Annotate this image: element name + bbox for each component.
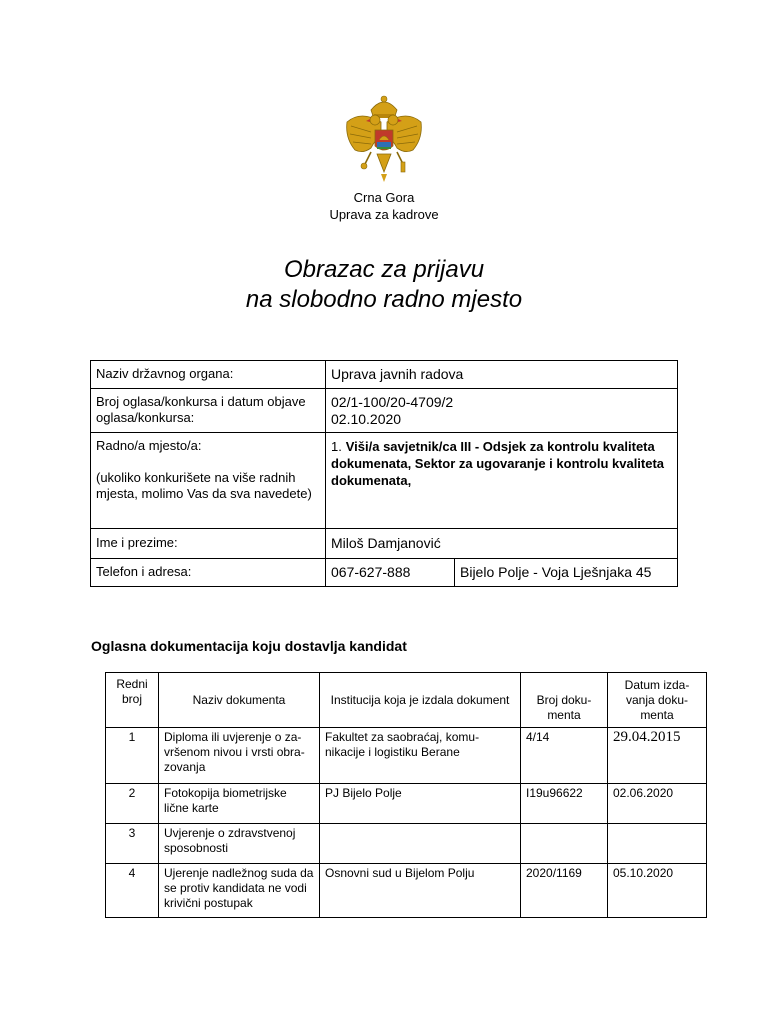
row-doc-name: Ujerenje nadležnog suda da se protiv kandidata ne vodi krivični postupak: [159, 864, 320, 918]
row-number: 1: [106, 728, 159, 784]
position-label: Radno/a mjesto/a:: [96, 438, 202, 453]
row-date: 02.06.2020: [608, 784, 707, 824]
row-date: 29.04.2015: [608, 728, 707, 784]
row-doc-name: Diploma ili uvjerenje o za-vršenom nivou i vrsti obra-zovanja: [159, 728, 320, 784]
position-value-cell: [326, 433, 678, 529]
contact-row: [91, 559, 678, 587]
authority-row: [91, 361, 678, 389]
row-date: [608, 824, 707, 864]
row-institution: [320, 824, 521, 864]
position-row: [91, 433, 678, 529]
col-header-date: Datum izda-vanja doku-menta: [608, 673, 707, 728]
table-row: [106, 784, 707, 824]
name-value: Miloš Damjanović: [326, 529, 678, 559]
col-header-number: Redni broj: [106, 673, 159, 728]
notice-date: 02.10.2020: [331, 411, 402, 427]
address-value: Bijelo Polje - Voja Lješnjaka 45: [455, 559, 678, 587]
row-institution: Osnovni sud u Bijelom Polju: [320, 864, 521, 918]
col-header-name: Naziv dokumenta: [159, 673, 320, 728]
form-title-line1: Obrazac za prijavu: [283, 256, 485, 283]
row-number: 4: [106, 864, 159, 918]
row-doc-number: I19u96622: [521, 784, 608, 824]
notice-row: [91, 389, 678, 433]
documents-header-row: [106, 673, 707, 728]
row-doc-name: Fotokopija biometrijske lične karte: [159, 784, 320, 824]
application-info-table: [90, 360, 678, 587]
coat-of-arms-icon: [341, 92, 427, 184]
authority-value: Uprava javnih radova: [326, 361, 678, 389]
row-doc-number: 4/14: [521, 728, 608, 784]
position-value: Viši/a savjetnik/ca III - Odsjek za kontrolu kvaliteta dokumenata, Sektor za ugovaranje i kontrolu kvaliteta dokumenata,: [331, 439, 665, 488]
row-institution: Fakultet za saobraćaj, komu-nikacije i logistiku Berane: [320, 728, 521, 784]
notice-number: 02/1-100/20-4709/2: [331, 394, 454, 410]
name-label: Ime i prezime:: [91, 529, 326, 559]
documents-table: [105, 672, 707, 918]
table-row: [106, 824, 707, 864]
name-row: [91, 529, 678, 559]
agency-name: Uprava za kadrove: [329, 207, 439, 222]
col-header-institution: Institucija koja je izdala dokument: [320, 673, 521, 728]
col-header-doc-number: Broj doku-menta: [521, 673, 608, 728]
phone-value: 067-627-888: [326, 559, 455, 587]
position-note: (ukoliko konkurišete na više radnih mjesta, molimo Vas da sva navedete): [96, 470, 312, 501]
table-row: [106, 728, 707, 784]
notice-label: Broj oglasa/konkursa i datum objave oglasa/konkursa:: [91, 389, 326, 433]
authority-label: Naziv državnog organa:: [91, 361, 326, 389]
row-institution: PJ Bijelo Polje: [320, 784, 521, 824]
row-number: 2: [106, 784, 159, 824]
row-doc-number: 2020/1169: [521, 864, 608, 918]
country-name: Crna Gora: [353, 190, 415, 205]
documents-heading: Oglasna dokumentacija koju dostavlja kandidat: [91, 638, 407, 654]
row-doc-number: [521, 824, 608, 864]
row-doc-name: Uvjerenje o zdravstvenoj sposobnosti: [159, 824, 320, 864]
table-row: [106, 864, 707, 918]
row-number: 3: [106, 824, 159, 864]
notice-value: [326, 389, 678, 433]
contact-label: Telefon i adresa:: [91, 559, 326, 587]
position-prefix: 1.: [331, 439, 342, 454]
position-label-cell: [91, 433, 326, 529]
row-date: 05.10.2020: [608, 864, 707, 918]
form-title-line2: na slobodno radno mjesto: [245, 286, 523, 313]
